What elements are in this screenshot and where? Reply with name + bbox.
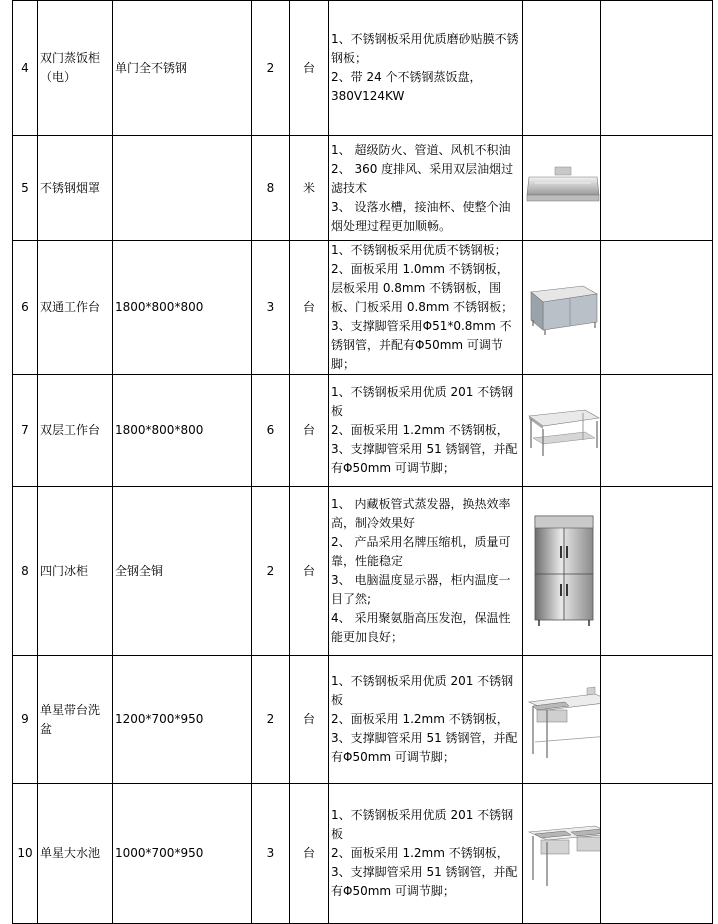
description-line: 3、支撑脚管采用Φ51*0.8mm 不锈钢管，并配有Φ50mm 可调节脚； xyxy=(331,319,512,371)
remark-cell xyxy=(601,241,713,375)
sink-with-table-icon xyxy=(525,680,601,760)
table-row xyxy=(13,487,713,656)
item-description xyxy=(329,136,523,241)
remark-cell xyxy=(601,136,713,241)
range-hood-icon xyxy=(525,165,601,211)
item-spec: 1800*800*800 xyxy=(113,241,252,375)
description-line: 2、 360 度排风、采用双层油烟过滤技术 xyxy=(331,161,514,195)
item-name: 四门冰柜 xyxy=(38,487,113,656)
item-spec: 1000*700*950 xyxy=(113,784,252,924)
item-image-cell xyxy=(523,487,601,656)
description-line: 2、面板采用 1.2mm 不锈钢板， xyxy=(331,846,509,860)
description-line: 2、面板采用 1.2mm 不锈钢板， xyxy=(331,712,509,726)
cabinet-workbench-icon xyxy=(525,278,601,338)
item-spec: 单门全不锈钢 xyxy=(113,1,252,136)
item-number: 5 xyxy=(13,136,38,241)
item-description xyxy=(329,784,523,924)
item-spec: 1200*700*950 xyxy=(113,656,252,784)
item-number: 4 xyxy=(13,1,38,136)
item-spec: 全钢全铜 xyxy=(113,487,252,656)
description-line: 3、支撑脚管采用 51 锈钢管，并配有Φ50mm 可调节脚； xyxy=(331,731,518,764)
item-spec xyxy=(113,136,252,241)
description-line: 1、不锈钢板采用优质 201 不锈钢板 xyxy=(331,385,514,418)
item-unit: 台 xyxy=(290,656,329,784)
table-row xyxy=(13,241,713,375)
item-number: 7 xyxy=(13,375,38,487)
item-description xyxy=(329,375,523,487)
item-name: 双通工作台 xyxy=(38,241,113,375)
description-line: 2、 产品采用名牌压缩机，质量可靠，性能稳定 xyxy=(331,535,511,568)
item-quantity: 2 xyxy=(252,487,290,656)
table-row xyxy=(13,375,713,487)
item-quantity: 2 xyxy=(252,656,290,784)
item-unit: 台 xyxy=(290,784,329,924)
description-line: 4、 采用聚氨脂高压发泡，保温性能更加良好； xyxy=(331,611,511,644)
item-description xyxy=(329,656,523,784)
item-description xyxy=(329,241,523,375)
description-line: 3、 电脑温度显示器，柜内温度一目了然; xyxy=(331,573,511,606)
item-number: 6 xyxy=(13,241,38,375)
description-line: 3、 设落水槽，接油杯、使整个油烟处理过程更加顺畅。 xyxy=(331,199,511,233)
description-line: 1、 内藏板管式蒸发器，换热效率高，制冷效果好 xyxy=(331,497,511,530)
two-tier-table-icon xyxy=(525,404,601,458)
remark-cell xyxy=(601,656,713,784)
item-image-cell xyxy=(523,241,601,375)
item-spec: 1800*800*800 xyxy=(113,375,252,487)
item-quantity: 8 xyxy=(252,136,290,241)
table-row xyxy=(13,656,713,784)
item-image-cell xyxy=(523,656,601,784)
item-quantity: 3 xyxy=(252,784,290,924)
item-number: 9 xyxy=(13,656,38,784)
item-unit: 台 xyxy=(290,487,329,656)
item-number: 8 xyxy=(13,487,38,656)
remark-cell xyxy=(601,1,713,136)
description-line: 1、不锈钢板采用优质磨砂贴膜不锈钢板； xyxy=(331,32,519,65)
description-line: 1、 超级防火、管道、风机不积油 xyxy=(331,142,511,157)
item-quantity: 3 xyxy=(252,241,290,375)
remark-cell xyxy=(601,487,713,656)
item-name: 双层工作台 xyxy=(38,375,113,487)
item-name: 单星带台洗盆 xyxy=(38,656,113,784)
item-quantity: 2 xyxy=(252,1,290,136)
description-line: 2、面板采用 1.0mm 不锈钢板，层板采用 0.8mm 不锈钢板，围板、门板采用 0.8mm 不锈钢板； xyxy=(331,262,514,314)
item-image-cell xyxy=(523,136,601,241)
item-unit: 台 xyxy=(290,375,329,487)
item-quantity: 6 xyxy=(252,375,290,487)
remark-cell xyxy=(601,784,713,924)
table-row xyxy=(13,136,713,241)
table-row xyxy=(13,784,713,924)
item-description xyxy=(329,487,523,656)
description-line: 3、支撑脚管采用 51 锈钢管，并配有Φ50mm 可调节脚； xyxy=(331,442,518,475)
table-row xyxy=(13,1,713,136)
item-unit: 米 xyxy=(290,136,329,241)
large-sink-icon xyxy=(525,820,601,888)
description-line: 2、带 24 个不锈钢蒸饭盘，380V124KW xyxy=(331,70,482,103)
item-name: 不锈钢烟罩 xyxy=(38,136,113,241)
item-image-cell xyxy=(523,1,601,136)
description-line: 2、面板采用 1.2mm 不锈钢板， xyxy=(331,423,509,437)
item-image-cell xyxy=(523,784,601,924)
item-unit: 台 xyxy=(290,241,329,375)
item-description xyxy=(329,1,523,136)
remark-cell xyxy=(601,375,713,487)
description-line: 1、不锈钢板采用优质不锈钢板； xyxy=(331,243,507,257)
item-unit: 台 xyxy=(290,1,329,136)
description-line: 1、不锈钢板采用优质 201 不锈钢板 xyxy=(331,674,514,707)
four-door-fridge-icon xyxy=(525,512,601,630)
item-name: 单星大水池 xyxy=(38,784,113,924)
item-name: 双门蒸饭柜（电） xyxy=(38,1,113,136)
description-line: 1、不锈钢板采用优质 201 不锈钢板 xyxy=(331,808,514,841)
item-number: 10 xyxy=(13,784,38,924)
description-line: 3、支撑脚管采用 51 锈钢管，并配有Φ50mm 可调节脚； xyxy=(331,865,518,898)
equipment-table xyxy=(12,0,713,924)
item-image-cell xyxy=(523,375,601,487)
